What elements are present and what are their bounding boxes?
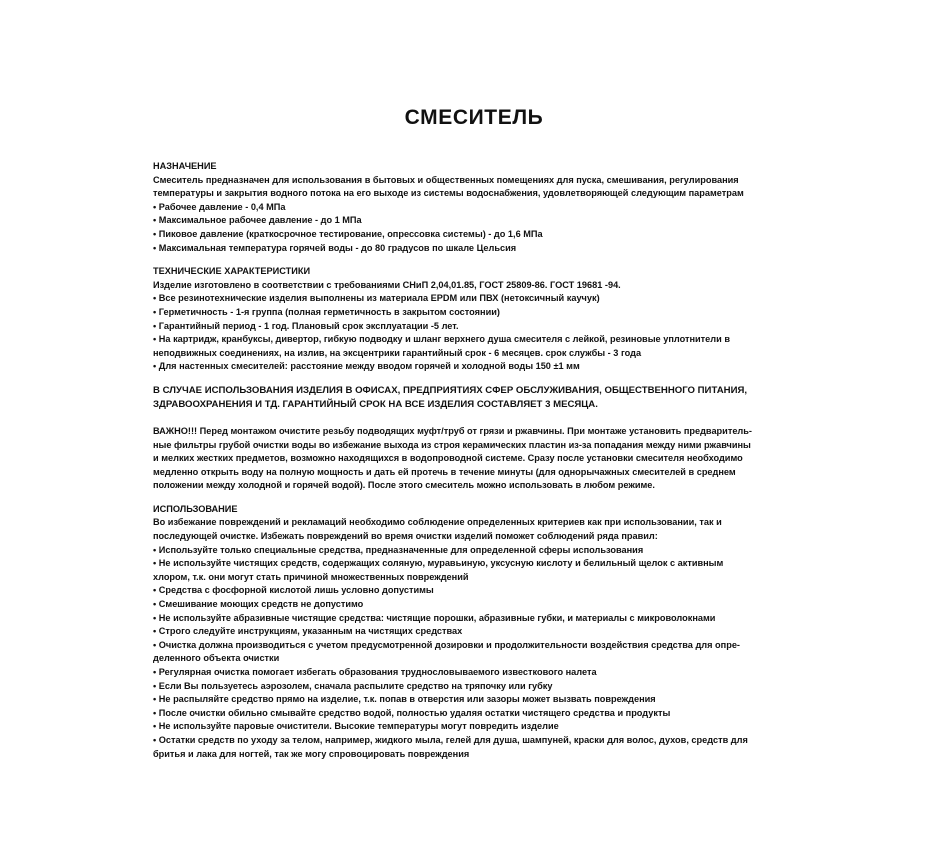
important-section: [153, 425, 833, 493]
important-line: и мелких жестких предметов, возможно находящихся в водопроводной системе. Сразу после установки смесителя необходимо: [153, 453, 743, 464]
usage-line: • Регулярная очистка помогает избегать образования труднословываемого известкового налета: [153, 667, 597, 677]
notice-line: ЗДРАВООХРАНЕНИЯ И ТД. ГАРАНТИЙНЫЙ СРОК НА ВСЕ ИЗДЕЛИЯ СОСТАВЛЯЕТ 3 МЕСЯЦА.: [153, 398, 598, 410]
specs-line: • Все резинотехнические изделия выполнены из материала EPDM или ПВХ (нетоксичный каучук): [153, 293, 600, 304]
usage-section: [153, 503, 833, 761]
usage-heading: ИСПОЛЬЗОВАНИЕ: [153, 503, 238, 514]
usage-line: • Не используйте паровые очистители. Высокие температуры могут повредить изделие: [153, 721, 559, 732]
important-line: положении между холодной и горячей водой). После этого смеситель можно использовать в любом режиме.: [153, 480, 655, 491]
specs-line: неподвижных соединениях, на излив, на эксцентрики гарантийный срок - 6 месяцев. срок службы - 3 года: [153, 347, 642, 358]
usage-line: • Используйте только специальные средства, предназначенные для определенной сферы использования: [153, 544, 644, 555]
purpose-section: [153, 160, 833, 255]
purpose-line: • Максимальная температура горячей воды - до 80 градусов по шкале Цельсия: [153, 242, 517, 253]
usage-line: • Средства с фосфорной кислотой лишь условно допустимы: [153, 585, 434, 596]
important-line: ные фильтры грубой очистки воды во избежание выхода из строя керамических пластин из-за попадания между ними ржавчины: [153, 439, 751, 450]
notice-line: В СЛУЧАЕ ИСПОЛЬЗОВАНИЯ ИЗДЕЛИЯ В ОФИСАХ, ПРЕДПРИЯТИЯХ СФЕР ОБСЛУЖИВАНИЯ, ОБЩЕСТВЕННОГО ПИТАНИЯ,: [153, 384, 748, 396]
usage-line: деленного объекта очистки: [153, 653, 280, 664]
specs-heading: ТЕХНИЧЕСКИЕ ХАРАКТЕРИСТИКИ: [153, 266, 311, 277]
important-line: медленно открыть воду на полную мощность и дать ей протечь в течение минуты (для однорычажных смесителей в среднем: [153, 466, 736, 477]
page-title: СМЕСИТЕЛЬ: [404, 106, 544, 129]
usage-line: • Смешивание моющих средств не допустимо: [153, 599, 364, 610]
specs-line: • На картридж, кранбуксы, дивертор, гибкую подводку и шланг верхнего душа смесителя с лейкой, резиновые уплотнители в: [153, 334, 730, 345]
usage-line: • Очистка должна производиться с учетом предусмотренной дозировки и продолжительности воздействия средства для опре-: [153, 639, 740, 650]
specs-line: • Для настенных смесителей: расстояние между вводом горячей и холодной воды 150 ±1 мм: [153, 361, 580, 372]
usage-line: хлором, т.к. они могут стать причиной множественных повреждений: [153, 571, 469, 582]
purpose-heading: НАЗНАЧЕНИЕ: [153, 161, 217, 171]
usage-line: бритья и лака для ногтей, так же могу спровоцировать повреждения: [153, 748, 470, 759]
purpose-line: • Пиковое давление (краткосрочное тестирование, опрессовка системы) - до 1,6 МПа: [153, 228, 543, 239]
usage-line: Во избежание повреждений и рекламаций необходимо соблюдение определенных критериев как при использовании, так и: [153, 517, 722, 528]
usage-line: • После очистки обильно смывайте средство водой, полностью удаляя остатки чистящего средства и продукты: [153, 707, 671, 718]
document-body: [153, 160, 833, 771]
purpose-line: • Рабочее давление - 0,4 МПа: [153, 201, 286, 212]
specs-line: • Гарантийный период - 1 год. Плановый срок эксплуатации -5 лет.: [153, 320, 459, 331]
specs-line: • Герметичность - 1-я группа (полная герметичность в закрытом состоянии): [153, 306, 500, 317]
usage-line: • Если Вы пользуетесь аэрозолем, сначала распылите средство на тряпочку или губку: [153, 680, 553, 691]
purpose-line: температуры и закрытия водного потока на его выходе из системы водоснабжения, удовлетворяющей следующим параметрам: [153, 188, 744, 199]
usage-line: последующей очистке. Избежать повреждений во время очистки изделий поможет соблюдений ряда правил:: [153, 531, 658, 542]
specs-section: [153, 265, 833, 374]
purpose-line: Смеситель предназначен для использования в бытовых и общественных помещениях для пуска, смешивания, регулирования: [153, 174, 739, 185]
usage-line: • Строго следуйте инструкциям, указанным на чистящих средствах: [153, 626, 463, 637]
usage-line: • Не распыляйте средство прямо на изделие, т.к. попав в отверстия или зазоры может вызвать повреждения: [153, 694, 656, 705]
usage-line: • Не используйте абразивные чистящие средства: чистящие порошки, абразивные губки, и материалы с микроволокнами: [153, 612, 716, 623]
usage-line: • Остатки средств по уходу за телом, например, жидкого мыла, гелей для душа, шампуней, краски для волос, духов, средств для: [153, 734, 748, 745]
specs-line: Изделие изготовлено в соответствии с требованиями СНиП 2,04,01.85, ГОСТ 25809-86. ГОСТ 19681 -94.: [153, 279, 621, 290]
important-line: ВАЖНО!!! Перед монтажом очистите резьбу подводящих муфт/труб от грязи и ржавчины. При монтаже установить предваритель-: [153, 425, 752, 436]
purpose-line: • Максимальное рабочее давление - до 1 МПа: [153, 215, 362, 226]
usage-line: • Не используйте чистящих средств, содержащих соляную, муравьиную, уксусную кислоту и белильный щелок с активным: [153, 558, 724, 569]
warranty-notice: [153, 384, 833, 412]
